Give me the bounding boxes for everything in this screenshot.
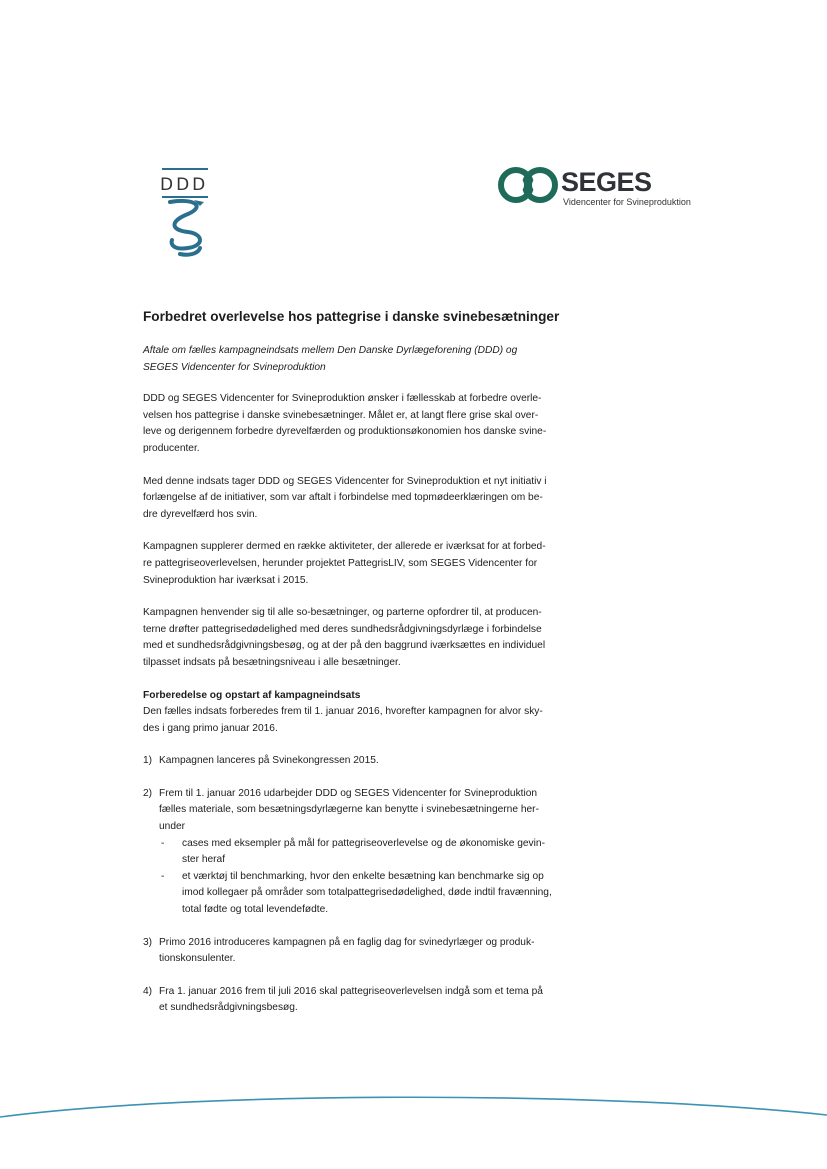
section-heading: Forberedelse og opstart af kampagneindsats: [143, 689, 361, 701]
text-line: forlængelse af de initiativer, som var aftalt i forbindelse med topmødeerklæringen om be-: [143, 492, 543, 504]
list-number: 1): [143, 755, 153, 767]
list-item: [143, 935, 605, 968]
text-line: et sundhedsrådgivningsbesøg.: [159, 1002, 298, 1014]
numbered-list: [143, 753, 605, 1017]
list-number: 3): [143, 936, 153, 948]
text-line: terne drøfter pattegrisedødelighed med deres sundhedsrådgivningsdyrlæge i forbindelse: [143, 623, 542, 635]
list-number: 4): [143, 985, 153, 997]
document-title: Forbedret overlevelse hos pattegrise i danske svinebesætninger: [143, 309, 560, 324]
body-paragraph: [143, 539, 605, 589]
list-item: [143, 786, 605, 919]
body-paragraph: [143, 391, 605, 457]
sub-list-item: [159, 836, 605, 869]
list-dash: -: [161, 870, 165, 882]
text-line: imod kollegaer på områder som totalpattegrisedødelighed, døde indtil fravænning,: [182, 887, 552, 899]
text-line: under: [159, 821, 186, 833]
sub-list-item: [159, 869, 605, 919]
text-line: tionskonsulenter.: [159, 953, 236, 965]
text-line: et værktøj til benchmarking, hvor den enkelte besætning kan benchmarke sig op: [182, 870, 544, 882]
seges-rings-icon: [497, 165, 559, 205]
text-line: DDD og SEGES Videncenter for Svineproduktion ønsker i fællesskab at forbedre overle-: [143, 393, 542, 405]
list-item: [143, 753, 605, 770]
list-number: 2): [143, 787, 153, 799]
ddd-logo-top-rule: [162, 168, 208, 170]
list-item: [143, 984, 605, 1017]
intro-paragraph: [143, 343, 605, 376]
text-line: re pattegriseoverlevelsen, herunder projektet PattegrisLIV, som SEGES Videncenter for: [143, 557, 538, 569]
ddd-logo-text: DDD: [160, 175, 209, 195]
seges-subtitle: Videncenter for Svineproduktion: [563, 197, 691, 207]
text-line: Kampagnen henvender sig til alle so-besætninger, og parterne opfordrer til, at producen-: [143, 607, 542, 619]
ddd-logo: [160, 172, 214, 262]
text-line: Kampagnen supplerer dermed en række aktiviteter, der allerede er iværksat for at forbed-: [143, 541, 546, 553]
text-line: total fødte og total levendefødte.: [182, 904, 329, 916]
intro-line: Aftale om fælles kampagneindsats mellem Den Danske Dyrlægeforening (DDD) og: [143, 345, 518, 356]
text-line: producenter.: [143, 442, 200, 454]
text-line: Svineproduktion har iværksat i 2015.: [143, 574, 309, 586]
footer-swoosh-line: [0, 1075, 827, 1125]
text-line: cases med eksempler på mål for pattegriseoverlevelse og de økonomiske gevin-: [182, 837, 545, 849]
text-line: Frem til 1. januar 2016 udarbejder DDD og SEGES Videncenter for Svineproduktion: [159, 787, 538, 799]
text-line: med et sundhedsrådgivningsbesøg, og at der på den baggrund iværksættes en individuel: [143, 640, 546, 652]
text-line: fælles materiale, som besætningsdyrlægerne kan benytte i svinebesætningerne her-: [159, 804, 539, 816]
seges-logo: [497, 165, 691, 210]
text-line: dre dyrevelfærd hos svin.: [143, 508, 258, 520]
intro-line: SEGES Videncenter for Svineproduktion: [143, 361, 326, 373]
body-paragraph: [143, 605, 605, 671]
text-line: Med denne indsats tager DDD og SEGES Videncenter for Svineproduktion et nyt initiativ i: [143, 475, 547, 487]
text-line: leve og derigennem forbedre dyrevelfærden og produktionsøkonomien hos danske svine-: [143, 426, 547, 438]
text-line: Primo 2016 introduceres kampagnen på en faglig dag for svinedyrlæger og produk-: [159, 936, 535, 948]
document-body: [143, 308, 605, 1033]
text-line: Fra 1. januar 2016 frem til juli 2016 skal pattegriseoverlevelsen indgå som et tema på: [159, 985, 543, 997]
sub-list: [159, 836, 605, 919]
text-line: ster heraf: [182, 854, 226, 866]
text-line: Kampagnen lanceres på Svinekongressen 2015.: [159, 755, 379, 767]
list-dash: -: [161, 837, 165, 849]
text-line: Den fælles indsats forberedes frem til 1. januar 2016, hvorefter kampagnen for alvor sky-: [143, 706, 543, 718]
text-line: des i gang primo januar 2016.: [143, 722, 278, 734]
text-line: tilpasset indsats på besætningsniveau i alle besætninger.: [143, 656, 401, 668]
serpent-staff-icon: [164, 196, 210, 260]
body-paragraph: [143, 474, 605, 524]
seges-wordmark: SEGES: [561, 167, 652, 197]
text-line: velsen hos pattegrise i danske svinebesætninger. Målet er, at langt flere grise skal over-: [143, 409, 539, 421]
section-paragraph: [143, 688, 605, 738]
